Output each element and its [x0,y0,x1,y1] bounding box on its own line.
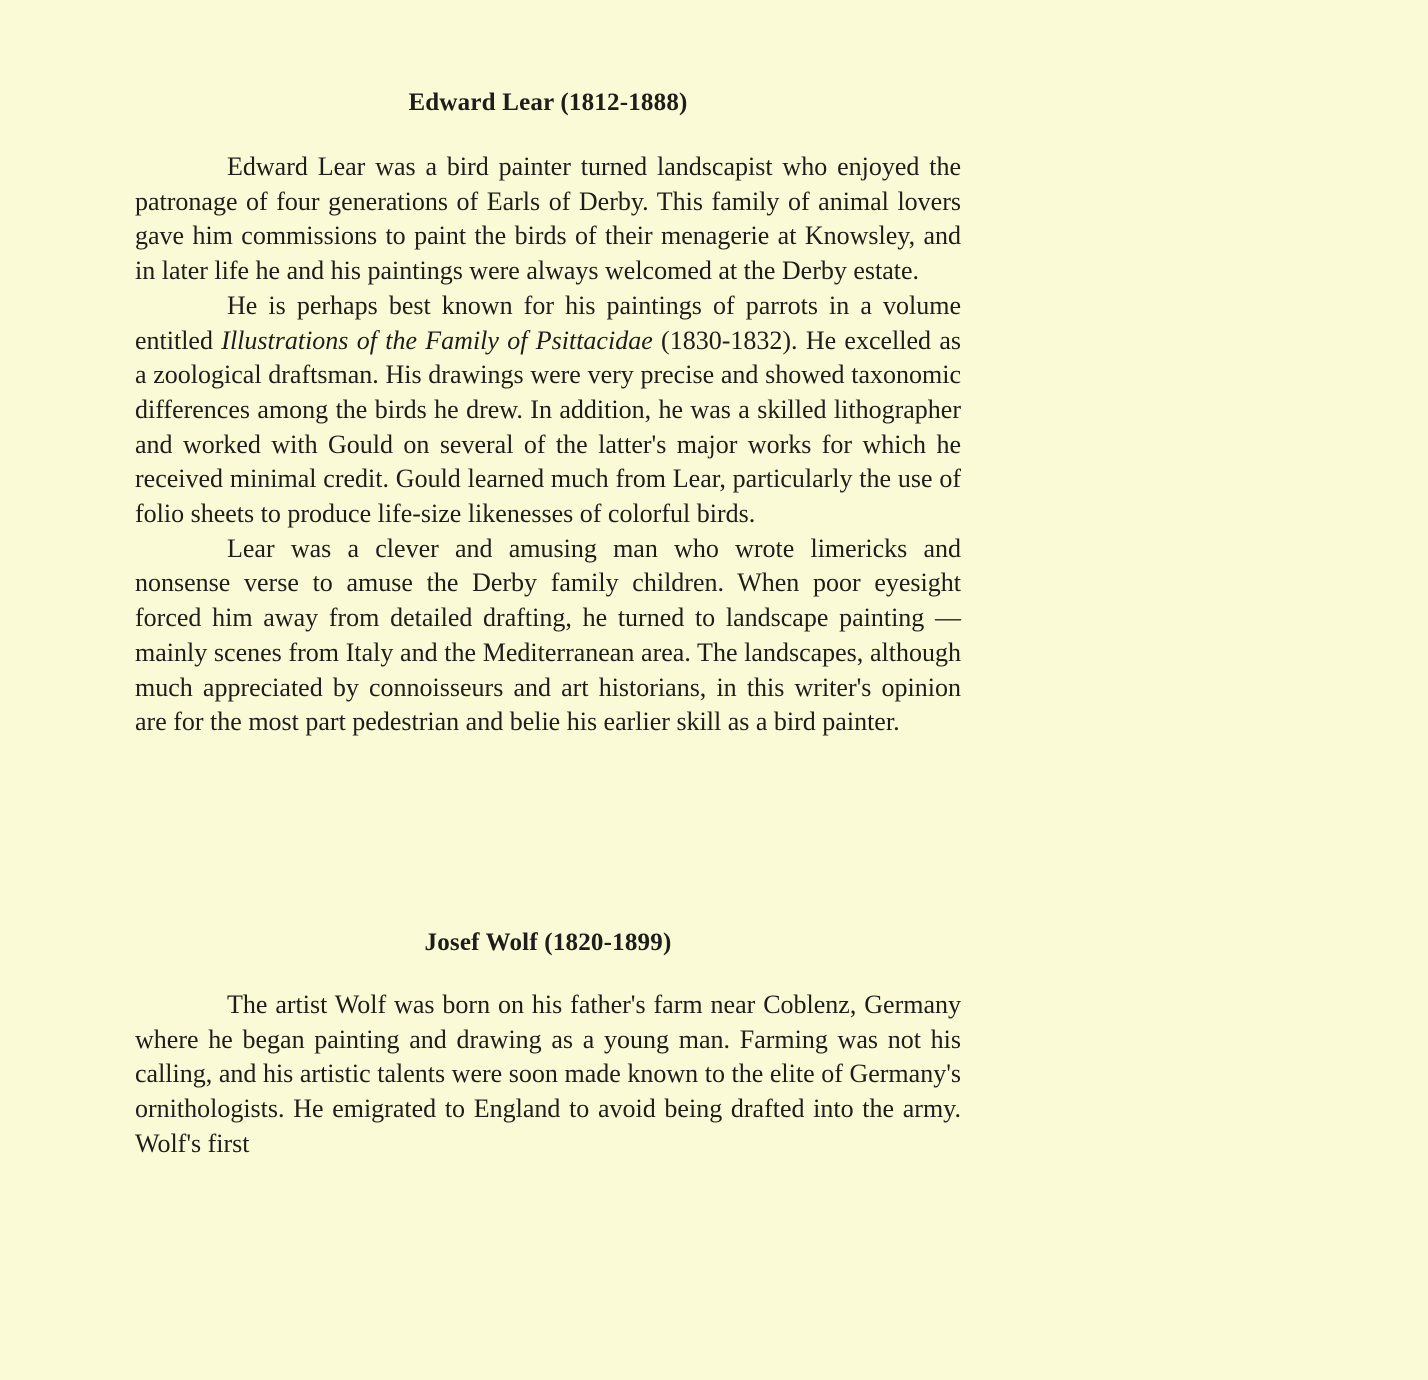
paragraph-lear-patronage: Edward Lear was a bird painter turned landscapist who enjoyed the patronage of four generations of Earls of Derby. This family of animal lovers gave him commissions to paint the birds of their menagerie at Knowsley, and in later life he and his paintings were always welcomed at the Derby estate. [135,152,961,286]
section-heading-josef-wolf: Josef Wolf (1820-1899) [424,929,672,956]
paragraph-lear-parrots-intro: He is perhaps best known for his paintings of parrots in a volume entitled [135,290,961,355]
paragraph-lear-parrots-body: (1830-1832). He excelled as a zoological draftsman. His drawings were very precise and showed taxonomic differences among the birds he drew. In addition, he was a skilled lithographer and worked with Gould on several of the latter's major works for which he received minimal credit. Gould learned much from Lear, particularly the use of folio sheets to produce life-size likenesses of colorful birds. [135,325,962,529]
section-heading-edward-lear: Edward Lear (1812-1888) [408,89,688,116]
section-josef-wolf [135,988,961,1162]
paragraph-wolf-early-life: The artist Wolf was born on his father's farm near Coblenz, Germany where he began painting and drawing as a young man. Farming was not his calling, and his artistic talents were soon made known to the elite of Germany's ornithologists. He emigrated to England to avoid being drafted into the army. Wolf's first [135,990,961,1158]
paragraph-lear-parrots [135,289,961,532]
book-title-psittacidae: Illustrations of the Family of Psittacidae [221,325,653,355]
section-edward-lear [135,150,961,740]
paragraph-lear-limericks: Lear was a clever and amusing man who wrote limericks and nonsense verse to amuse the Derby family children. When poor eyesight forced him away from detailed drafting, he turned to landscape painting — mainly scenes from Italy and the Mediterranean area. The landscapes, although much appreciated by connoisseurs and art historians, in this writer's opinion are for the most part pedestrian and belie his earlier skill as a bird painter. [135,533,961,737]
